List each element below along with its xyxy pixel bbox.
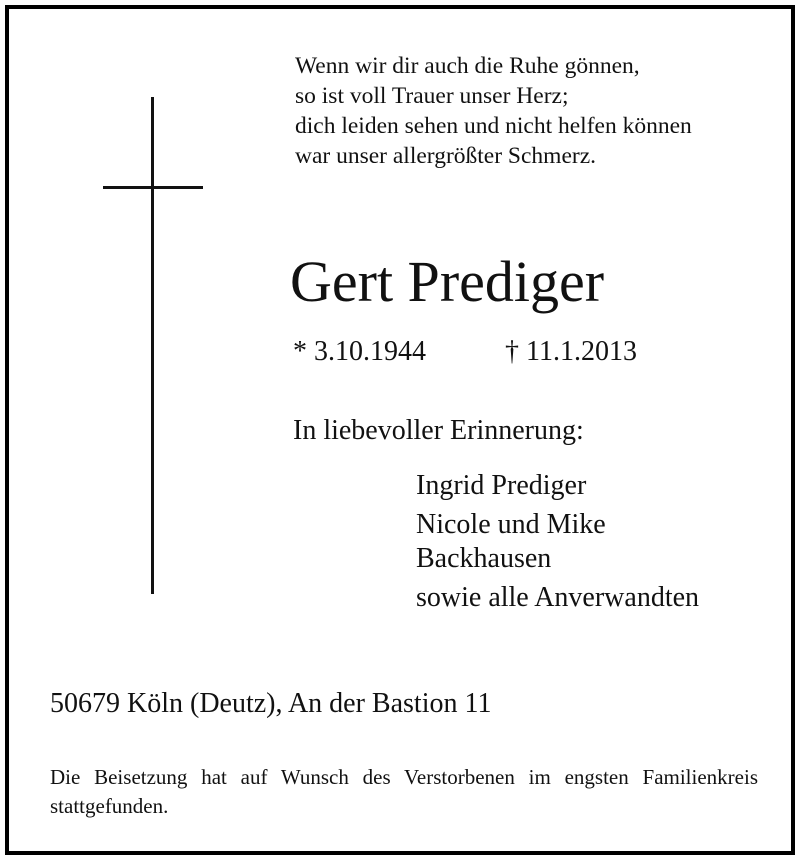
verse-line: dich leiden sehen und nicht helfen können [295,113,692,139]
mourner-entry [416,469,699,503]
family-address: 50679 Köln (Deutz), An der Bastion 11 [50,688,492,719]
deceased-name: Gert Prediger [290,249,605,314]
memorial-verse [295,51,692,171]
cross-horizontal-bar [103,186,203,189]
verse-line: war unser allergrößter Schmerz. [295,143,597,169]
verse-line: so ist voll Trauer unser Herz; [295,83,569,109]
mourner-entry [416,508,699,576]
birth-date: * 3.10.1944 [293,336,426,367]
cross-vertical-bar [151,97,154,594]
obituary-notice [5,5,795,855]
mourner-name: Ingrid Prediger [416,470,587,501]
verse-line: Wenn wir dir auch die Ruhe gönnen, [295,53,640,79]
mourner-name: sowie alle Anverwandten [416,582,700,613]
mourner-name: Nicole und Mike [416,509,606,540]
memorial-heading: In liebevoller Erinnerung: [293,415,584,446]
mourner-name-continued: Backhausen [416,543,552,574]
death-date: † 11.1.2013 [505,336,637,367]
funeral-note: Die Beisetzung hat auf Wunsch des Verstorbenen im engsten Familienkreis stattgefunden. [50,765,758,818]
mourner-entry [416,581,699,615]
mourners-list [416,469,699,620]
